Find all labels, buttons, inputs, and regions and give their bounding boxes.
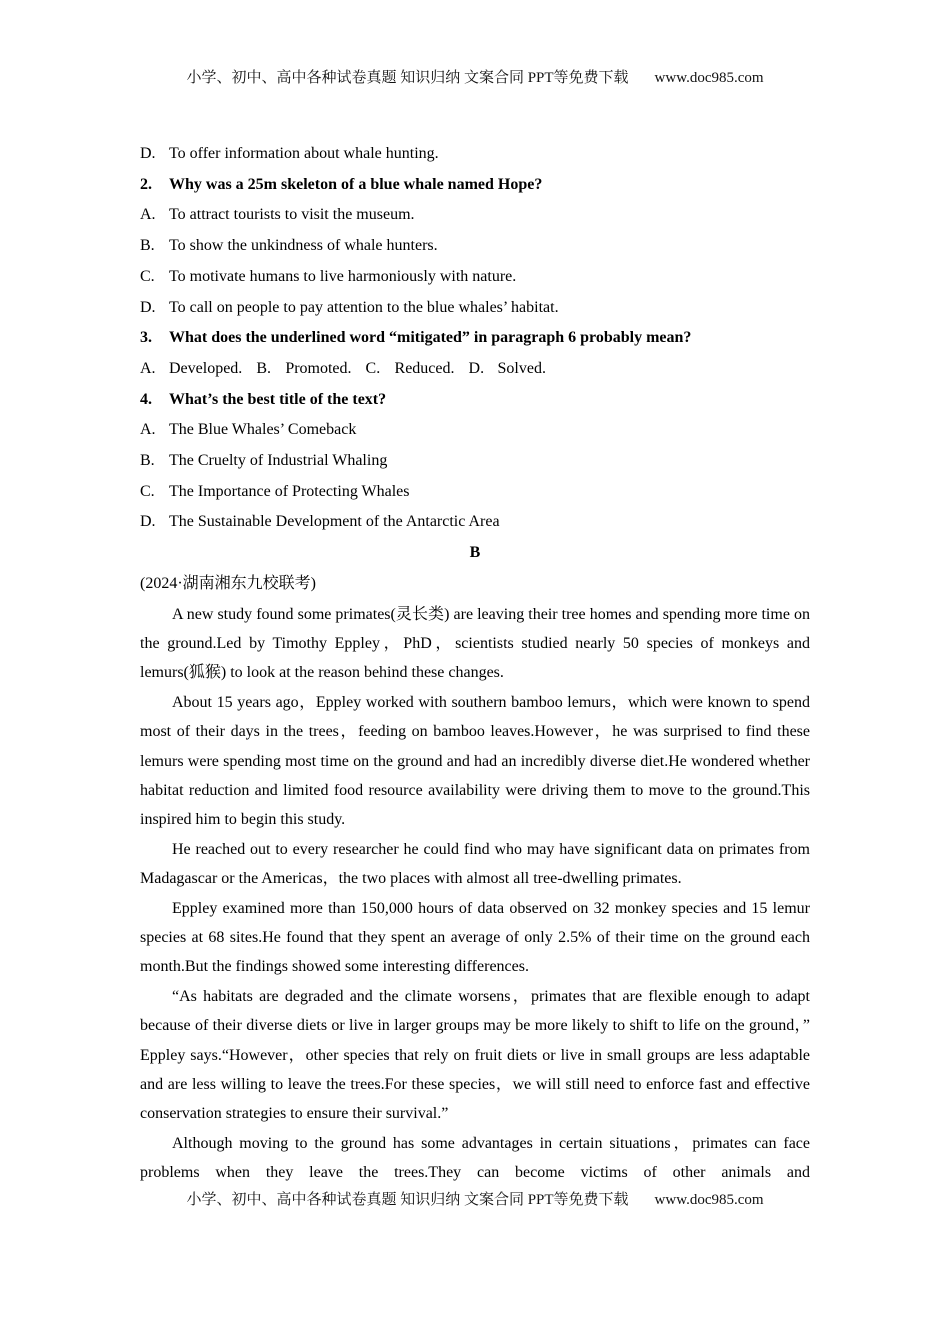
question-text: What’s the best title of the text? <box>169 390 387 408</box>
option-text: To call on people to pay attention to the blue whales’ habitat. <box>169 298 559 316</box>
option-text: To offer information about whale hunting. <box>169 145 439 162</box>
passage-paragraph: Although moving to the ground has some advantages in certain situations，primates can face problems when they leave the trees.They can become victims of other animals and <box>140 1134 810 1182</box>
option-letter: A. <box>140 421 156 439</box>
footer-watermark-text: 小学、初中、高中各种试卷真题 知识归纳 文案合同 PPT等免费下载 <box>186 1192 629 1208</box>
passage-paragraph: Eppley examined more than 150,000 hours of data observed on 32 monkey species and 15 lemur species at 68 sites.He found that they spent an average of only 2.5% of their time on the ground each month.But the findings showed some interesting differences. <box>140 899 810 976</box>
question-number: 3. <box>140 329 152 347</box>
option-letter: C. <box>365 359 381 377</box>
answer-option <box>140 139 810 170</box>
answer-option <box>140 415 810 446</box>
answer-option <box>140 231 810 262</box>
option-letter: D. <box>140 298 156 316</box>
option-letter: C. <box>140 482 155 500</box>
option-letter: A. <box>140 206 156 224</box>
page-footer <box>0 1190 950 1210</box>
option-letter: B. <box>140 237 155 255</box>
page-header <box>0 68 950 88</box>
option-text: The Blue Whales’ Comeback <box>169 421 357 439</box>
option-text: The Cruelty of Industrial Whaling <box>169 452 388 470</box>
answer-option <box>140 354 242 385</box>
passage-paragraph: A new study found some primates(灵长类) are leaving their tree homes and spending more time on the ground.Led by Timothy Eppley，PhD，scientists studied nearly 50 species of monkeys and lemurs(狐猴) to look at the reason behind these changes. <box>140 605 810 682</box>
footer-site-url: www.doc985.com <box>654 1192 764 1208</box>
question-text: What does the underlined word “mitigated” in paragraph 6 probably mean? <box>169 329 692 347</box>
passage-paragraph: “As habitats are degraded and the climate worsens，primates that are flexible enough to adapt because of their diverse diets or live in larger groups may be more likely to shift to life on the ground，” Eppley says.“However，other species that rely on fruit diets or live in small groups are less adaptable and are less willing to leave the trees.For these species，we will still need to enforce fast and effective conservation strategies to ensure their survival.” <box>140 987 810 1123</box>
answer-option <box>256 354 351 385</box>
question-number: 2. <box>140 175 152 193</box>
passage-paragraph: About 15 years ago，Eppley worked with southern bamboo lemurs，which were known to spend most of their days in the trees，feeding on bamboo leaves.However，he was surprised to find these lemurs were spending most time on the ground and had an incredibly diverse diet.He wondered whether habitat reduction and limited food resource availability were driving them to move to the ground.This inspired him to begin this study. <box>140 693 810 829</box>
document-content <box>140 139 810 1188</box>
option-letter: A. <box>140 359 156 377</box>
question-stem <box>140 385 810 416</box>
answer-option <box>140 293 810 324</box>
option-letter: B. <box>256 359 271 377</box>
answer-option <box>366 354 455 385</box>
question-stem <box>140 170 810 201</box>
option-text: Developed. <box>169 359 243 377</box>
answer-option <box>140 507 810 538</box>
answer-option <box>140 262 810 293</box>
question-list <box>140 139 810 538</box>
option-text: Promoted. <box>285 359 352 377</box>
answer-option <box>469 354 546 385</box>
question-text: Why was a 25m skeleton of a blue whale named Hope? <box>169 175 543 193</box>
passage-paragraph: He reached out to every researcher he could find who may have significant data on primates from Madagascar or the Americas，the two places with almost all tree-dwelling primates. <box>140 840 810 888</box>
passage-source: (2024·湖南湘东九校联考) <box>140 574 316 592</box>
question-number: 4. <box>140 390 152 408</box>
header-watermark-text: 小学、初中、高中各种试卷真题 知识归纳 文案合同 PPT等免费下载 <box>186 70 629 86</box>
option-text: To motivate humans to live harmoniously with nature. <box>169 267 517 285</box>
answer-options-row <box>140 354 810 385</box>
option-text: The Sustainable Development of the Antarctic Area <box>169 513 500 531</box>
header-site-url: www.doc985.com <box>654 70 764 86</box>
option-text: Solved. <box>497 359 546 377</box>
answer-option <box>140 446 810 477</box>
option-letter: D. <box>140 145 156 162</box>
answer-option <box>140 200 810 231</box>
section-label: B <box>469 544 481 562</box>
option-text: To attract tourists to visit the museum. <box>169 206 415 224</box>
option-letter: D. <box>468 359 485 377</box>
option-letter: D. <box>140 513 156 531</box>
option-text: The Importance of Protecting Whales <box>169 482 410 500</box>
question-stem <box>140 323 810 354</box>
option-letter: B. <box>140 452 155 470</box>
passage-paragraphs <box>140 600 810 1188</box>
option-text: Reduced. <box>394 359 455 377</box>
answer-option <box>140 477 810 508</box>
option-text: To show the unkindness of whale hunters. <box>169 237 438 255</box>
option-letter: C. <box>140 267 155 285</box>
